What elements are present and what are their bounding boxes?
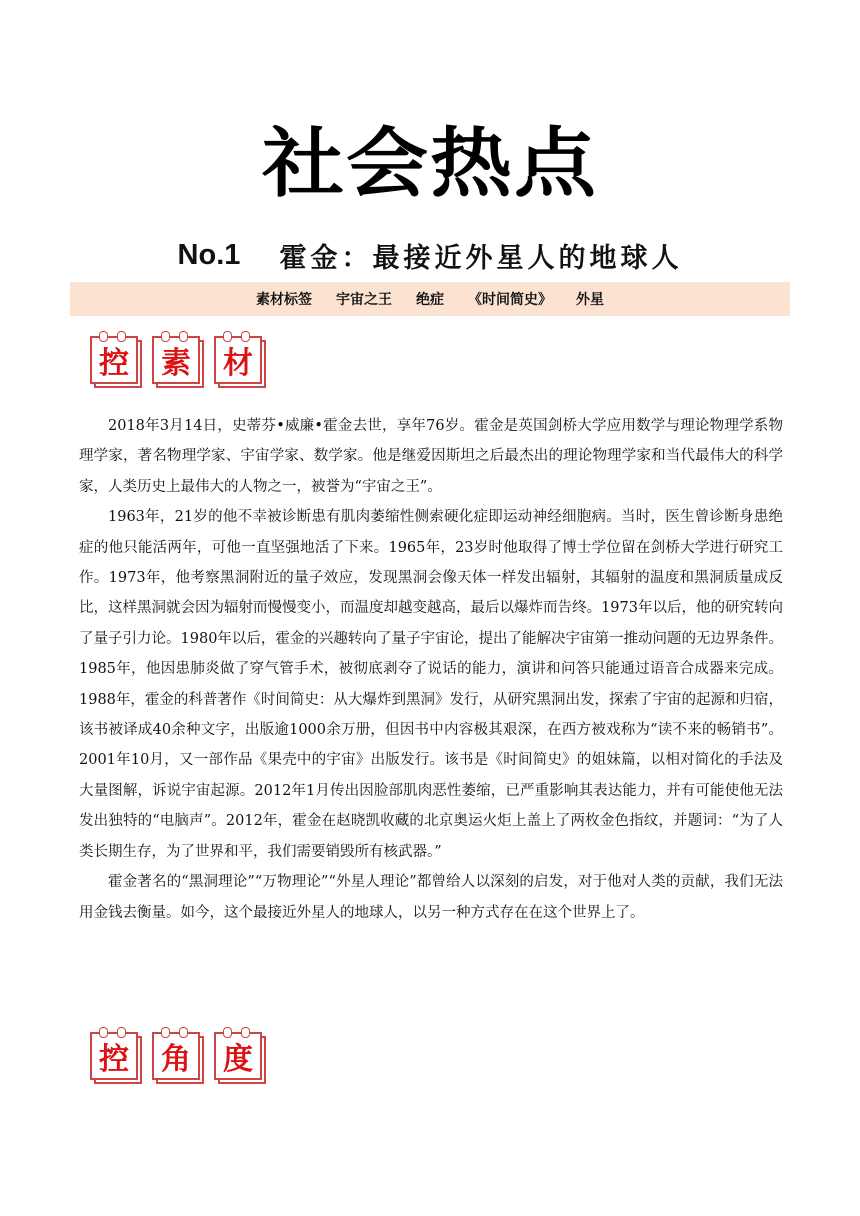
paragraph: 2018年3月14日，史蒂芬•威廉•霍金去世，享年76岁。霍金是英国剑桥大学应用数学与理论物理学系物理学家，著名物理学家、宇宙学家、数学家。他是继爱因斯坦之后最杰出的理论物理学家和当代最伟大的科学家，人类历史上最伟大的人物之一，被誉为“宇宙之王”。	[79, 418, 783, 495]
tag-bar	[70, 282, 790, 316]
stamp-char: 度	[214, 1032, 262, 1080]
paragraph: 1963年，21岁的他不幸被诊断患有肌肉萎缩性侧索硬化症即运动神经细胞病。当时，医生曾诊断身患绝症的他只能活两年，可他一直坚强地活了下来。1965年，23岁时他取得了博士学位留在剑桥大学进行研究工作。1973年，他考察黑洞附近的量子效应，发现黑洞会像天体一样发出辐射，其辐射的温度和黑洞质量成反比，这样黑洞就会因为辐射而慢慢变小，而温度却越变越高，最后以爆炸而告终。1973年以后，他的研究转向了量子引力论。1980年以后，霍金的兴趣转向了量子宇宙论，提出了能解决宇宙第一推动问题的无边界条件。1985年，他因患肺炎做了穿气管手术，被彻底剥夺了说话的能力，演讲和问答只能通过语音合成器来完成。1988年，霍金的科普著作《时间简史：从大爆炸到黑洞》发行，从研究黑洞出发，探索了宇宙的起源和归宿，该书被译成40余种文字，出版逾1000余万册，但因书中内容极其艰深，在西方被戏称为“读不来的畅销书”。2001年10月，又一部作品《果壳中的宇宙》出版发行。该书是《时间简史》的姐妹篇，以相对简化的手法及大量图解，诉说宇宙起源。2012年1月传出因脸部肌肉恶性萎缩，已严重影响其表达能力，并有可能使他无法发出独特的“电脑声”。2012年，霍金在赵晓凯收藏的北京奥运火炬上盖上了两枚金色指纹，并题词：“为了人类长期生存，为了世界和平，我们需要销毁所有核武器。”	[79, 509, 783, 860]
headline-title: 霍金：最接近外星人的地球人	[279, 243, 683, 274]
stamp-tile	[152, 1032, 202, 1082]
article-body	[79, 411, 783, 928]
headline-number: No.1	[177, 239, 241, 271]
tag-item: 《时间简史》	[468, 292, 552, 308]
stamp-tile	[152, 336, 202, 386]
stamp-tile	[90, 1032, 140, 1082]
tag-item: 宇宙之王	[336, 292, 392, 308]
stamp-char: 角	[152, 1032, 200, 1080]
stamp-char: 控	[90, 1032, 138, 1080]
section-stamp-material	[90, 336, 276, 386]
article-headline	[0, 236, 860, 275]
paragraph: 霍金著名的“黑洞理论”“万物理论”“外星人理论”都曾给人以深刻的启发，对于他对人类的贡献，我们无法用金钱去衡量。如今，这个最接近外星人的地球人，以另一种方式存在在这个世界上了。	[79, 874, 783, 921]
column-banner: 社会热点	[261, 120, 598, 208]
section-stamp-angle	[90, 1032, 276, 1082]
stamp-char: 材	[214, 336, 262, 384]
stamp-tile	[90, 336, 140, 386]
stamp-char: 控	[90, 336, 138, 384]
stamp-tile	[214, 1032, 264, 1082]
stamp-tile	[214, 336, 264, 386]
stamp-char: 素	[152, 336, 200, 384]
tag-label: 素材标签	[256, 292, 312, 308]
tag-item: 绝症	[416, 292, 444, 308]
tag-item: 外星	[576, 292, 604, 308]
